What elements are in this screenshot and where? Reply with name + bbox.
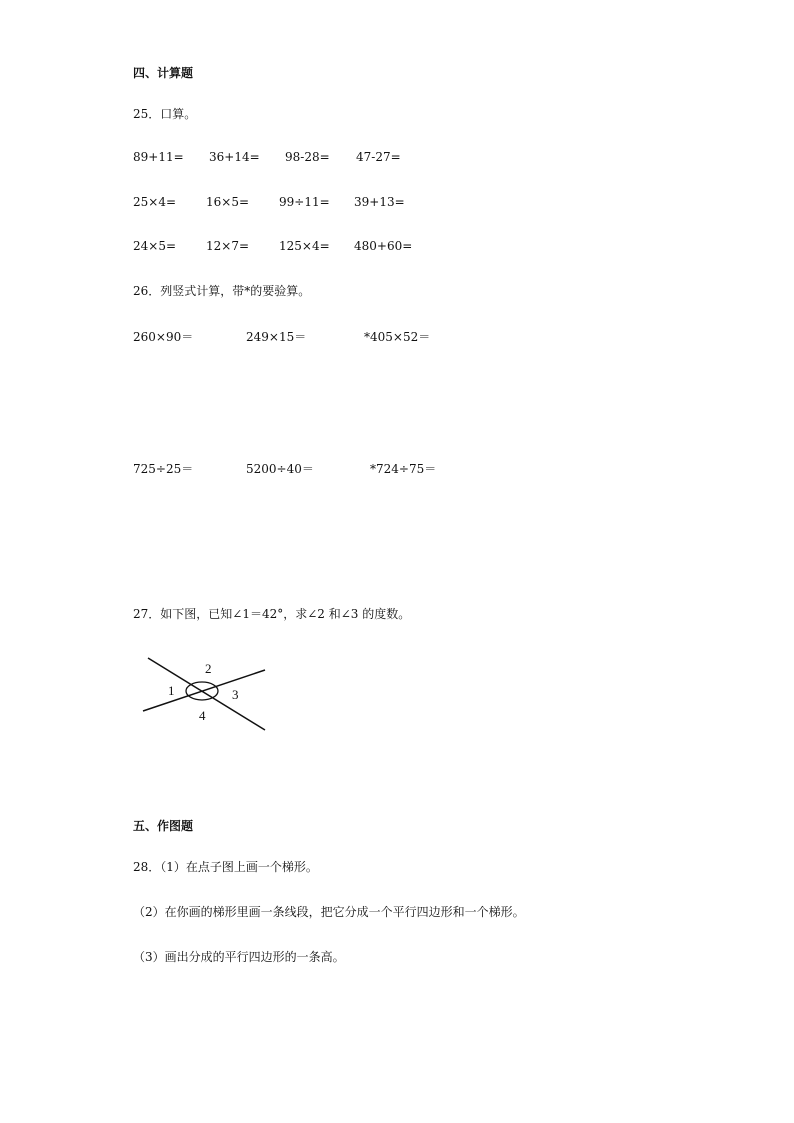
- oral-calc-item: 47-27=: [356, 150, 401, 164]
- question-28-part-3: （3）画出分成的平行四边形的一条高。: [133, 950, 345, 964]
- oral-calc-item: 25×4=: [133, 195, 177, 209]
- question-28-part-2: （2）在你画的梯形里画一条线段，把它分成一个平行四边形和一个梯形。: [133, 905, 525, 919]
- vertical-calc-item: *724÷75＝: [370, 462, 437, 476]
- oral-calc-item: 12×7=: [206, 239, 250, 253]
- angle-label-2: 2: [205, 661, 212, 676]
- oral-calc-item: 125×4=: [279, 239, 330, 253]
- question-25-prompt: 25．口算。: [133, 107, 197, 121]
- section-5-title: 五、作图题: [133, 819, 194, 833]
- section-4-title: 四、计算题: [133, 66, 194, 80]
- vertical-calc-item: 5200÷40＝: [246, 462, 314, 476]
- angle-label-3: 3: [232, 687, 239, 702]
- vertical-calc-item: *405×52＝: [364, 330, 431, 344]
- vertical-calc-item: 260×90＝: [133, 330, 194, 344]
- oral-calc-item: 98-28=: [285, 150, 330, 164]
- oral-calc-item: 89+11=: [133, 150, 184, 164]
- vertical-calc-item: 249×15＝: [246, 330, 307, 344]
- oral-calc-item: 16×5=: [206, 195, 250, 209]
- oral-calc-item: 24×5=: [133, 239, 177, 253]
- line-b: [143, 670, 265, 711]
- question-27-prompt: 27．如下图，已知∠1＝42°，求∠2 和∠3 的度数。: [133, 607, 411, 621]
- vertical-calc-item: 725÷25＝: [133, 462, 194, 476]
- question-28-part-1: 28．（1）在点子图上画一个梯形。: [133, 860, 318, 874]
- oral-calc-item: 39+13=: [354, 195, 405, 209]
- question-26-prompt: 26．列竖式计算，带*的要验算。: [133, 284, 311, 298]
- angle-label-4: 4: [199, 708, 206, 723]
- oral-calc-item: 99÷11=: [279, 195, 330, 209]
- intersecting-lines-figure: [130, 650, 280, 740]
- oral-calc-item: 36+14=: [209, 150, 260, 164]
- angle-label-1: 1: [168, 683, 175, 698]
- oral-calc-item: 480+60=: [354, 239, 413, 253]
